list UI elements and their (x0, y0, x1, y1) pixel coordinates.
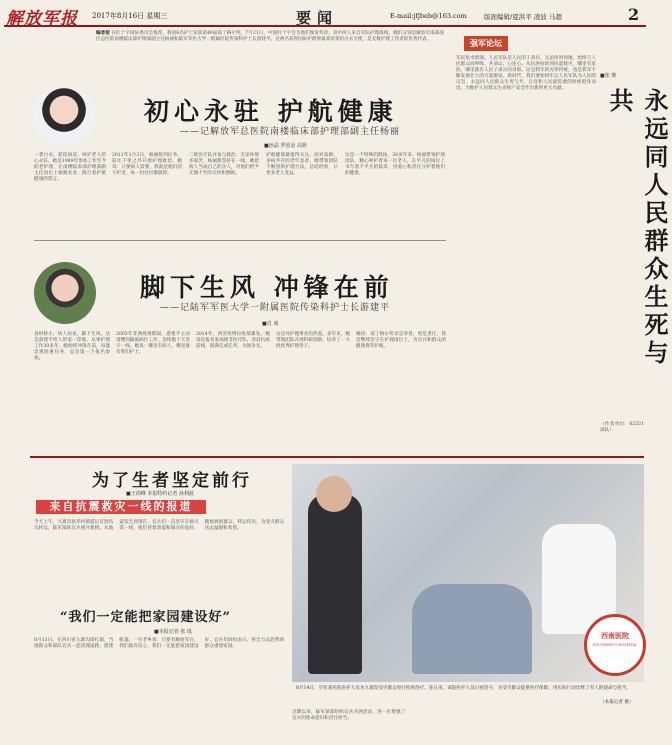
story1-subtitle: ——记解放军总医院南楼临床部护理部副主任杨丽 (180, 127, 401, 137)
story3-byline: ■王尚峰 本报特约记者 孙利波 (126, 491, 194, 497)
story2-col5: 她说：南丁格尔奖章是荣誉，更是责任，我会继续坚守在护理岗位上，为官兵和群众的健康保驾护航。 (356, 332, 446, 349)
story1-col1: 一袭白衣，轮巡病床，呵护老人的心永驻。她是1989年参加工作至今的老护理，在南楼临床部护理部副主任岗位上兢兢业业，践行着护航健康的誓言。 (34, 153, 106, 182)
story1-col2: 2011年1月3日，杨丽接到任务，前往千里之外开展护理救治。她说：只要病人需要，我就是他们的守护者，每一份付出都值得。 (112, 153, 182, 176)
commentary-sidebar (452, 30, 669, 454)
you-jianping-portrait (34, 262, 96, 324)
seal-en: SOUTHWEST HOSPITAL (592, 643, 638, 647)
commentary-note: （作者单位：62321部队） (600, 422, 644, 433)
story2-subtitle: ——记陆军军医大学一附属医院传染科护士长游建平 (160, 303, 391, 313)
commentary-title: 永远同人民群众生死与共 (605, 88, 669, 368)
hospital-seal-logo (584, 614, 646, 676)
quote-headline: “我们一定能把家园建设好” (60, 610, 231, 625)
quote-byline: ■本报记者 张 成 (154, 629, 192, 635)
seal-text: 西南医院 (601, 631, 629, 640)
story2-col3: 2014年，西非埃博拉疫情暴发，她再次报名参加援非医疗队，奔赴抗疫前线，圆满完成任务，为国争光。 (196, 332, 270, 349)
yang-li-portrait (34, 86, 94, 146)
story2-title: 脚下生风 冲锋在前 (140, 273, 394, 302)
commentary-author: ■张 继 (600, 73, 617, 79)
story3-text: 今天上午，九寨沟县华村镇震后首批伤员转运，陆军部队官兵展开救援。从地震发生到现在，官兵们一直坚守在救灾第一线，他们冒着余震和塌方的危险，搜救被困群众，转运伤员，为受灾群众送去温暖和希望。 (34, 520, 284, 531)
story2-col4: 这是对护理事业的热爱。多年来，她带领团队开展科研创新，培养了一大批优秀护理骨干。 (276, 332, 350, 349)
medical-checkup-photo (292, 464, 644, 682)
story2-col1: 身材娇小，快人快语，脚下生风。这是游建平给人的第一印象。从事护理工作30多年，她始终冲锋在前，每逢急难险重任务，总是第一个报名参加。 (34, 332, 110, 361)
editor-note-label: 编者按 (96, 31, 110, 36)
page-number: 2 (628, 5, 640, 24)
masthead (4, 3, 646, 27)
story3-title: 为了生者坚定前行 (92, 471, 252, 491)
issue-date: 2017年8月16日 星期三 (92, 12, 168, 20)
story1-byline: ■孙晶 罗国金 高娱 (264, 143, 307, 149)
contact-email: E-mail:jfjbeb@163.com (390, 12, 467, 20)
patient-figure (308, 494, 362, 674)
story1-title: 初心永驻 护航健康 (144, 97, 398, 126)
story2-byline: ■肖 成 (262, 321, 279, 327)
story1-col3: 二批医疗队并参与救治，无论环境多艰苦，杨丽都坚持在一线。她把病人当成自己的亲人，对他们给予无微不至的关怀和照顾。 (189, 153, 259, 176)
quake-report-bar: 来自抗震救灾一线的报道 (36, 500, 206, 514)
divider (30, 456, 644, 458)
divider (34, 240, 446, 241)
patient-head (316, 476, 352, 512)
editor-note (96, 31, 444, 73)
section-title: 要闻 (296, 9, 339, 27)
bottom-text: 近期以来，陆军某部组织官兵开展活动，进一步增强了官兵的使命意识和责任担当。 (292, 710, 406, 721)
story1-col5: 这是一个特殊的群体。30多年来，杨丽带领护理团队，精心呵护着每一位老人，在平凡的岗位上书写着不平凡的篇章，用爱心和责任守护着他们的健康。 (345, 153, 445, 176)
commentary-badge: 强军论坛 (464, 36, 508, 51)
editor-note-text: 在红十字国际委员会推荐，我国6名护士荣获第46届南丁格尔奖。7月21日，中国红十字会为他们颁发奖章。其中两人来自军队护理战线，她们分别是解放军南部战区总医院南楼临床部护理部副主任杨丽和陆军军医大学一附属医院传染科护士长游建平。这两名获得国际护理界最高荣誉的白衣天使，是无数护理工作者的优秀代表。 (96, 31, 444, 42)
page-editors: 版面编辑/夏洪平 凌波 马超 (484, 13, 562, 21)
photo-credit: （本报记者 摄） (600, 700, 634, 705)
newspaper-logo: 解放军报 (6, 9, 78, 29)
story1-col4: 护航健康最值得关注。面对高龄、多病共存的老年患者，她带领团队不断创新护理方法，总结经验，让更多老人受益。 (266, 153, 338, 176)
commentary-body: 军民鱼水情深。人民军队是人民的子弟兵，无论何时何地，始终与人民群众同呼吸、共命运、心连心。从抗洪抢险到抗震救灾，哪里有危险，哪里就有人民子弟兵的身影。这是我军的光荣传统，也是我军不断发展壮大的力量源泉。新时代，我们要始终牢记人民军队为人民的宗旨，永远同人民群众生死与共，在党和人民最需要的时候挺身而出，为维护人民群众生命财产安全作出新的更大贡献。 (456, 56, 596, 91)
story3-text2: 8月11日，在四川省九寨沟漳扎镇，当地群众和部队官兵一起清理道路，搭建帐篷。一位老乡说：只要有解放军在，我们就有信心，我们一定能把家园建设好。官兵们纷纷表示，将全力以赴帮助群众重建家园。 (34, 638, 284, 649)
photo-caption: 8月14日，空军某医院医护人员为九寨沟受灾群众进行检查治疗。连日来，该院医护人员日夜坚守，为受灾群众提供医疗保障，用实际行动诠释了军人的使命与担当。 (296, 686, 631, 691)
story2-col2: 2003年非典疫情期间，游建平主动请缨到隔离病区工作，连续数十天坚守一线。她说：哪里有病人，哪里就有我们护士。 (116, 332, 190, 355)
seated-patient (412, 584, 532, 674)
